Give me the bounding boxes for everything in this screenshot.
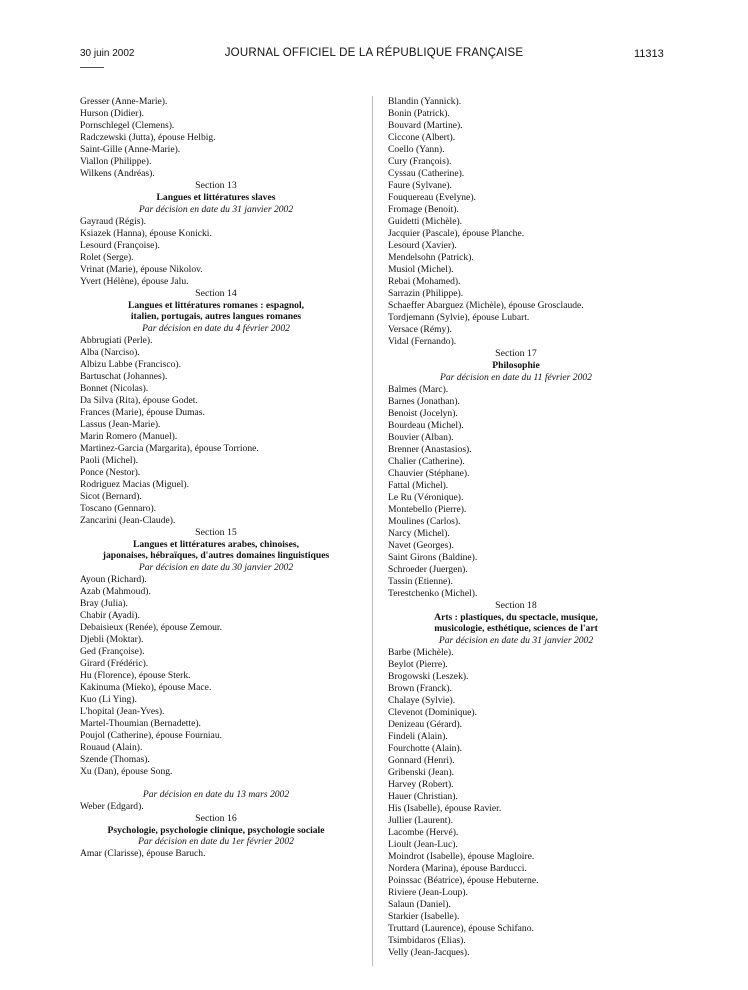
list-item: Poujol (Catherine), épouse Fourniau.	[80, 729, 223, 741]
list-item: Rouaud (Alain).	[80, 741, 143, 753]
section-15	[80, 527, 352, 813]
list-item: Djebli (Moktar).	[80, 633, 144, 645]
header-date: 30 juin 2002	[80, 48, 135, 59]
section-13	[80, 180, 352, 288]
section-subject: Langues et littératures slaves	[156, 192, 276, 203]
list-item: Brenner (Anastasios).	[388, 443, 472, 455]
list-item: Zancarini (Jean-Claude).	[80, 514, 176, 526]
list-item: Bouvier (Alban).	[388, 431, 454, 443]
list-item: Vidal (Fernando).	[388, 336, 457, 347]
list-item: Azab (Mahmoud).	[80, 585, 151, 597]
section-subject	[80, 300, 352, 323]
list-item: Martel-Thoumian (Bernadette).	[80, 717, 201, 729]
list-item: Hauer (Christian).	[388, 790, 458, 802]
list-item: Gribenski (Jean).	[388, 766, 455, 778]
list-item: Chalier (Catherine).	[388, 455, 465, 467]
list-item: Fattal (Michel).	[388, 479, 449, 491]
list-item: Ged (Françoise).	[80, 645, 145, 657]
list-item: Lacombe (Hervé).	[388, 826, 459, 838]
section-subject-line1: Langues et littératures romanes : espagnol,	[127, 299, 305, 311]
list-item: Schroeder (Juergen).	[388, 563, 468, 575]
list-item: Cury (François).	[388, 156, 452, 167]
list-item: Bourdeau (Michel).	[388, 419, 464, 431]
section-title: Section 13	[195, 180, 237, 191]
name-list	[388, 647, 644, 959]
list-item: Clevenot (Dominique).	[388, 706, 477, 718]
spacer	[80, 778, 352, 789]
list-item: Jullier (Laurent).	[388, 814, 453, 826]
list-item: Martinez-Garcia (Margarita), épouse Torrione.	[80, 442, 259, 454]
list-item: Narcy (Michel).	[388, 527, 450, 539]
list-item: Blandin (Yannick).	[388, 96, 462, 107]
list-item: Salaun (Daniel).	[388, 898, 451, 910]
decision-date: Par décision en date du 11 février 2002	[440, 371, 592, 383]
list-item: Gresser (Anne-Marie).	[80, 96, 168, 107]
section-subject-line1: Arts : plastiques, du spectacle, musique,	[434, 611, 598, 623]
list-item: Girard (Frédéric).	[80, 657, 149, 669]
name-list	[80, 574, 352, 778]
right-intro-list	[388, 96, 644, 348]
list-item: Terestchenko (Michel).	[388, 587, 478, 599]
list-item: Musiol (Michel).	[388, 264, 454, 275]
section-18	[388, 600, 644, 959]
list-item: Saint-Gille (Anne-Marie).	[80, 144, 181, 155]
list-item: Toscano (Gennaro).	[80, 502, 157, 514]
section-title: Section 16	[195, 812, 237, 824]
list-item: Lesourd (Xavier).	[388, 240, 457, 251]
list-item: Barbe (Michèle).	[388, 646, 454, 658]
list-item: Frances (Marie), épouse Dumas.	[80, 406, 205, 418]
name-list	[388, 384, 644, 600]
list-item: Chauvier (Stéphane).	[388, 467, 470, 479]
decision-date: Par décision en date du 1er février 2002	[138, 836, 294, 847]
section-subject	[388, 612, 644, 635]
header-page-number: 11313	[634, 48, 664, 60]
list-item: Denizeau (Gérard).	[388, 718, 463, 730]
list-item: Debaisieux (Renée), épouse Zemour.	[80, 621, 222, 633]
list-item: Truttard (Laurence), épouse Schifano.	[388, 922, 534, 934]
list-item: Bartuschat (Johannes).	[80, 370, 168, 382]
list-item: Alba (Narciso).	[80, 346, 140, 358]
section-14	[80, 288, 352, 527]
section-subject-line2: japonaises, hébraïques, d'autres domaines linguistiques	[102, 550, 330, 561]
list-item: Lassus (Jean-Marie).	[80, 418, 161, 430]
list-item: Fourchotte (Alain).	[388, 742, 463, 754]
decision-date: Par décision en date du 31 janvier 2002	[438, 634, 594, 646]
list-item: Mendelsohn (Patrick).	[388, 252, 474, 263]
list-item: Ciccone (Albert).	[388, 132, 456, 143]
list-item: Balmes (Marc).	[388, 383, 449, 395]
list-item: Brown (Franck).	[388, 682, 452, 694]
list-item: Chalaye (Sylvie).	[388, 694, 456, 706]
list-item: Cyssau (Catherine).	[388, 168, 465, 179]
list-item: Nordera (Marina), épouse Barducci.	[388, 862, 527, 874]
list-item: Abbrugiati (Perle).	[80, 334, 153, 346]
column-divider	[372, 96, 373, 966]
list-item: His (Isabelle), épouse Ravier.	[388, 802, 502, 814]
list-item: Poinssac (Béatrice), épouse Hebuterne.	[388, 874, 539, 886]
list-item: Benoist (Jocelyn).	[388, 407, 458, 419]
list-item: Sicot (Bernard).	[80, 490, 142, 502]
list-item: Bonnet (Nicolas).	[80, 382, 149, 394]
section-subject-line2: musicologie, esthétique, sciences de l'art	[434, 623, 598, 634]
list-item: Ponce (Nestor).	[80, 466, 141, 478]
list-item: Moindrot (Isabelle), épouse Magloire.	[388, 850, 535, 862]
section-subject: Philosophie	[492, 360, 540, 371]
section-title: Section 14	[195, 287, 237, 299]
list-item: Rebai (Mohamed).	[388, 276, 461, 287]
section-title: Section 15	[195, 526, 237, 538]
list-item: Vrinat (Marie), épouse Nikolov.	[80, 263, 203, 275]
decision-date: Par décision en date du 31 janvier 2002	[138, 203, 294, 215]
list-item: Starkier (Isabelle).	[388, 910, 460, 922]
left-intro-list	[80, 96, 352, 180]
list-item: Faure (Sylvane).	[388, 180, 452, 191]
list-item: Velly (Jean-Jacques).	[388, 946, 470, 958]
list-item: Rolet (Serge).	[80, 251, 134, 263]
page-header	[0, 48, 748, 64]
list-item: Saint Girons (Baldine).	[388, 551, 478, 563]
list-item: Radczewski (Jutta), épouse Helbig.	[80, 132, 216, 143]
list-item: Ayoun (Richard).	[80, 573, 147, 585]
list-item: Viallon (Philippe).	[80, 156, 152, 167]
header-rule	[80, 67, 104, 68]
left-column	[80, 96, 352, 860]
decision-date-2: Par décision en date du 13 mars 2002	[142, 788, 290, 800]
section-subject: Psychologie, psychologie clinique, psychologie sociale	[107, 824, 325, 836]
list-item: Lioult (Jean-Luc).	[388, 838, 458, 850]
list-item: Versace (Rémy).	[388, 324, 452, 335]
section-subject-line2: italien, portugais, autres langues romanes	[130, 311, 302, 322]
right-column	[388, 96, 644, 959]
list-item: Brogowski (Leszek).	[388, 670, 469, 682]
name-list	[80, 216, 352, 288]
section-16	[80, 813, 352, 861]
section-title: Section 17	[495, 348, 537, 359]
section-subject-line1: Langues et littératures arabes, chinoises,	[132, 538, 300, 550]
list-item: Fromage (Benoit).	[388, 204, 459, 215]
list-item: Moulines (Carlos).	[388, 515, 461, 527]
list-item: Gayraud (Régis).	[80, 215, 147, 227]
list-item: L'hopital (Jean-Yves).	[80, 705, 165, 717]
list-item: Beylot (Pierre).	[388, 658, 448, 670]
list-item: Le Ru (Véronique).	[388, 491, 464, 503]
section-title: Section 18	[495, 599, 537, 611]
list-item: Hu (Florence), épouse Sterk.	[80, 669, 191, 681]
list-item: Bouvard (Martine).	[388, 120, 463, 131]
list-item: Kuo (Li Ying).	[80, 693, 137, 705]
name-list	[80, 335, 352, 527]
list-item: Da Silva (Rita), épouse Godet.	[80, 394, 198, 406]
name-list	[80, 848, 352, 860]
list-item: Schaeffer Abarguez (Michèle), épouse Grosclaude.	[388, 300, 584, 311]
list-item: Tassin (Etienne).	[388, 575, 453, 587]
list-item: Riviere (Jean-Loup).	[388, 886, 468, 898]
list-item: Tordjemann (Sylvie), épouse Lubart.	[388, 312, 530, 323]
list-item: Barnes (Jonathan).	[388, 395, 460, 407]
list-item: Xu (Dan), épouse Song.	[80, 765, 173, 777]
section-subject	[80, 539, 352, 562]
list-item: Lesourd (Françoise).	[80, 239, 160, 251]
list-item: Hurson (Didier).	[80, 108, 144, 119]
list-item: Paoli (Michel).	[80, 454, 139, 466]
list-item: Marin Romero (Manuel).	[80, 430, 178, 442]
list-item: Harvey (Robert).	[388, 778, 454, 790]
list-item: Rodriguez Macias (Miguel).	[80, 478, 189, 490]
name-list-2	[80, 801, 352, 813]
section-17	[388, 348, 644, 600]
list-item: Navet (Georges).	[388, 539, 454, 551]
list-item: Jacquier (Pascale), épouse Planche.	[388, 228, 525, 239]
list-item: Szende (Thomas).	[80, 753, 150, 765]
list-item: Kakinuma (Mieko), épouse Mace.	[80, 681, 212, 693]
list-item: Amar (Clarisse), épouse Baruch.	[80, 848, 206, 859]
list-item: Findeli (Alain).	[388, 730, 448, 742]
decision-date: Par décision en date du 30 janvier 2002	[138, 561, 294, 573]
decision-date: Par décision en date du 4 février 2002	[142, 322, 290, 334]
list-item: Albizu Labbe (Francisco).	[80, 358, 181, 370]
list-item: Tsimbidaros (Elias).	[388, 934, 466, 946]
list-item: Coello (Yann).	[388, 144, 445, 155]
header-title: JOURNAL OFFICIEL DE LA RÉPUBLIQUE FRANÇAISE	[224, 47, 524, 59]
list-item: Wilkens (Andréas).	[80, 168, 155, 179]
list-item: Yvert (Hélène), épouse Jalu.	[80, 275, 189, 287]
list-item: Chabir (Ayadi).	[80, 609, 140, 621]
list-item: Bray (Julia).	[80, 597, 128, 609]
list-item: Pornschlegel (Clemens).	[80, 120, 175, 131]
list-item: Montebello (Pierre).	[388, 503, 467, 515]
list-item: Sarrazin (Philippe).	[388, 288, 464, 299]
list-item: Ksiazek (Hanna), épouse Konicki.	[80, 227, 212, 239]
list-item: Bonin (Patrick).	[388, 108, 450, 119]
list-item: Guidetti (Michèle).	[388, 216, 463, 227]
list-item: Gonnard (Henri).	[388, 754, 455, 766]
list-item: Weber (Edgard).	[80, 800, 144, 812]
list-item: Fouquereau (Evelyne).	[388, 192, 476, 203]
